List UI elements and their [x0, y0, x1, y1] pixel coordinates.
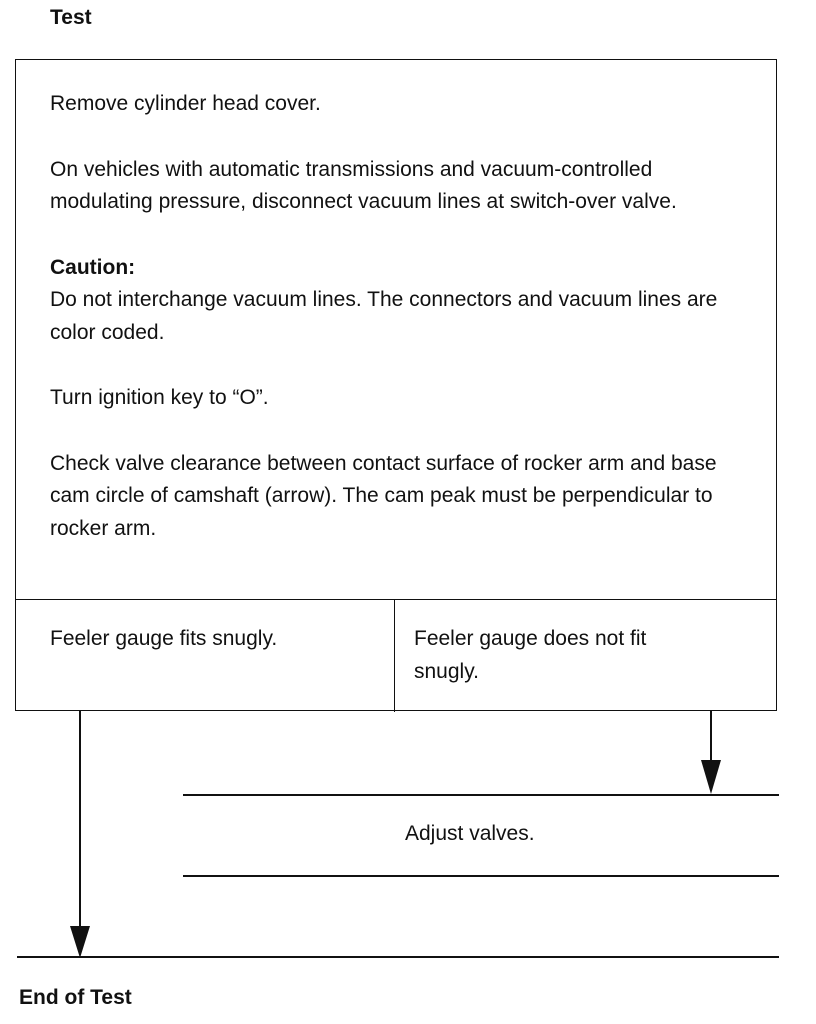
outcome-fits-snugly: Feeler gauge fits snugly.: [50, 627, 278, 650]
caution-text: Do not interchange vacuum lines. The connectors and vacuum lines are color coded.: [50, 288, 718, 344]
step-check-clearance: Check valve clearance between contact surface of rocker arm and base cam circle of camshaft (arrow). The cam peak must be perpendicular to rocker arm.: [50, 451, 717, 540]
end-of-test-heading: End of Test: [19, 986, 132, 1009]
adjust-valves-action: Adjust valves.: [405, 822, 535, 845]
outcome-does-not-fit: Feeler gauge does not fit snugly.: [414, 627, 647, 683]
step-ignition-key: Turn ignition key to “O”.: [50, 386, 269, 409]
left-arrowhead-icon: [70, 926, 90, 958]
test-heading: Test: [50, 6, 92, 29]
instructions-block: [50, 88, 750, 578]
caution-title: Caution:: [50, 255, 136, 279]
step-disconnect-vacuum: On vehicles with automatic transmissions and vacuum-controlled modulating pressure, disconnect vacuum lines at switch-over valve.: [50, 157, 677, 213]
step-remove-cover: Remove cylinder head cover.: [50, 92, 321, 115]
outcome-divider-horizontal: [16, 599, 776, 600]
outcome-divider-vertical: [394, 599, 395, 712]
right-arrowhead-icon: [701, 760, 721, 794]
test-procedure-box: [15, 59, 777, 711]
